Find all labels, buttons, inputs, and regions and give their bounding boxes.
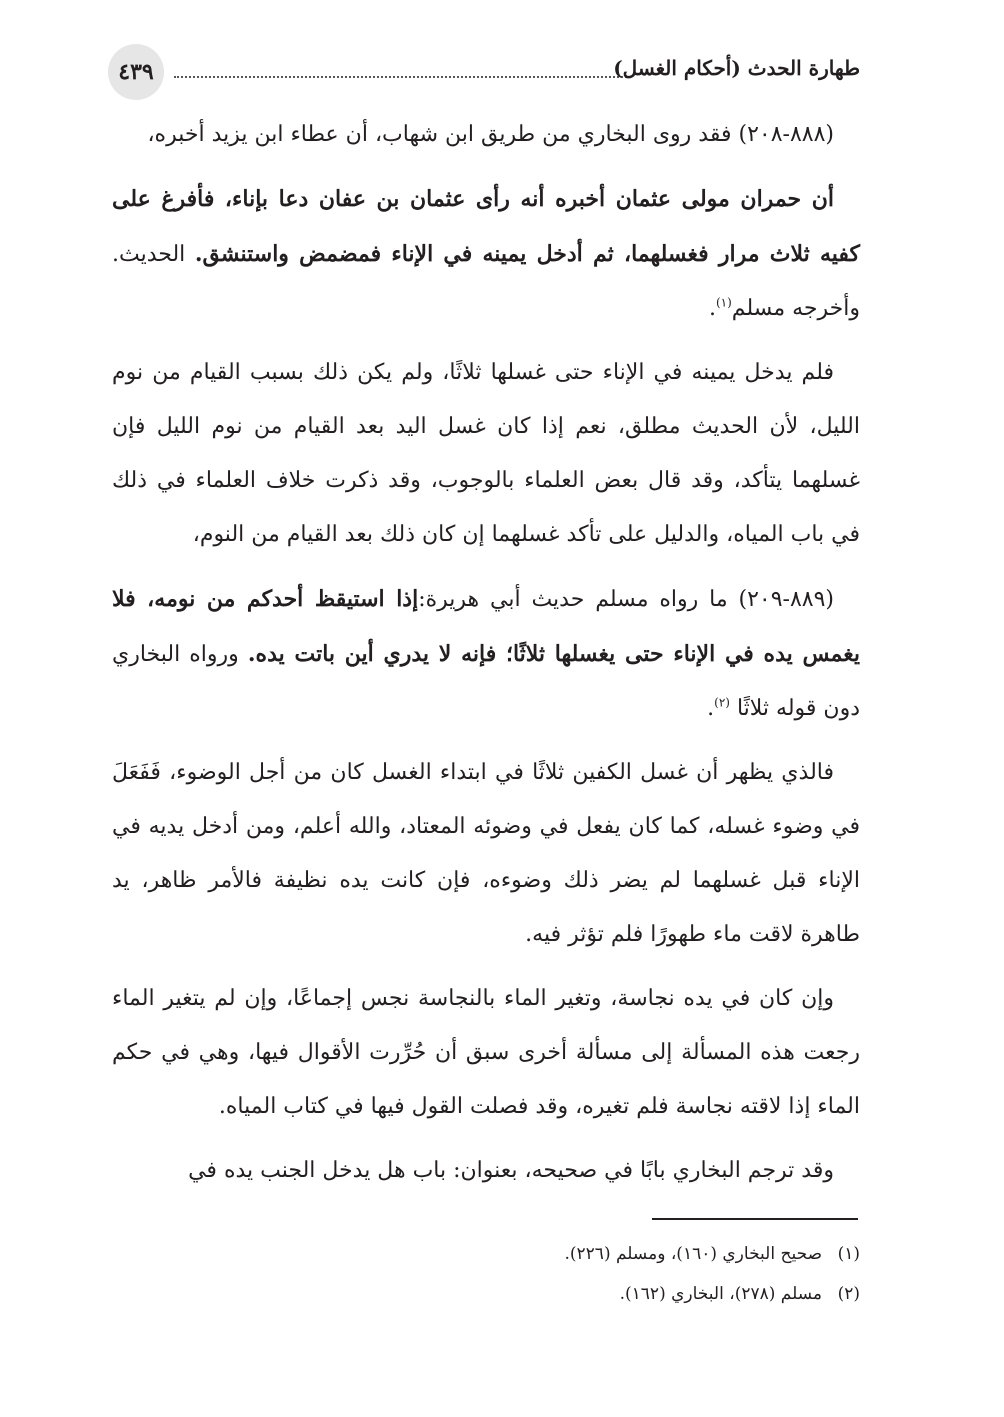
footnote-text: صحيح البخاري (١٦٠)، ومسلم (٢٢٦). <box>564 1244 822 1264</box>
header-dotted-leader <box>174 76 630 78</box>
text-segment: الحديث. وأخرجه مسلم <box>112 242 860 321</box>
text-segment: فلم يدخل يمينه في الإناء حتى غسلها ثلاثًا، ولم يكن ذلك بسبب القيام من نوم الليل، لأن الحديث مطلق، نعم إذا كان غسل اليد بعد القيام من نوم الليل فإن غسلهما يتأكد، وقد قال بعض العلماء بالوجوب، وقد ذكرت خلاف العلماء في ذلك في باب المياه، والدليل على تأكد غسلهما إن كان ذلك بعد القيام من النوم، <box>112 360 860 547</box>
footnote-reference[interactable]: (١) <box>715 295 732 310</box>
punctuation: . <box>708 296 716 321</box>
text-segment: وقد ترجم البخاري بابًا في صحيحه، بعنوان: باب هل يدخل الجنب يده في <box>188 1158 834 1183</box>
paragraph <box>112 572 860 736</box>
paragraph <box>112 972 860 1134</box>
footnote-text: مسلم (٢٧٨)، البخاري (١٦٢). <box>619 1284 822 1304</box>
punctuation: . <box>707 696 715 721</box>
paragraph <box>112 172 860 336</box>
footnotes <box>300 1234 860 1314</box>
footnote-number: (١) <box>837 1244 860 1264</box>
running-title: طهارة الحدث (أحكام الغسل) <box>613 56 860 80</box>
paragraph <box>112 346 860 562</box>
bold-text: إذا استيقظ أحدكم من نومه، فلا يغمس يده في الإناء حتى يغسلها ثلاثًا؛ فإنه لا يدري أين باتت يده. <box>112 586 860 667</box>
bold-text: أن حمران مولى عثمان أخبره أنه رأى عثمان بن عفان دعا بإناء، فأفرغ على كفيه ثلاث مرار فغسلهما، ثم أدخل يمينه في الإناء فمضمض واستنشق. <box>112 186 861 267</box>
main-text <box>112 108 860 1208</box>
text-segment: (٨٨٨-٢٠٨) فقد روى البخاري من طريق ابن شهاب، أن عطاء ابن يزيد أخبره، <box>147 122 834 147</box>
footnote-number: (٢) <box>837 1284 860 1304</box>
footnote-item <box>300 1274 860 1314</box>
text-segment: وإن كان في يده نجاسة، وتغير الماء بالنجاسة نجس إجماعًا، وإن لم يتغير الماء رجعت هذه المسألة إلى مسألة أخرى سبق أن حُرِّرت الأقوال فيها، وهي في حكم الماء إذا لاقته نجاسة فلم تغيره، وقد فصلت القول فيها في كتاب المياه. <box>112 986 860 1119</box>
page-header <box>108 44 860 100</box>
footnote-separator <box>652 1218 858 1220</box>
paragraph <box>112 746 860 962</box>
text-segment: فالذي يظهر أن غسل الكفين ثلاثًا في ابتداء الغسل كان من أجل الوضوء، فَفَعَلَ في وضوء غسله، كما كان يفعل في وضوئه المعتاد، والله أعلم، ومن أدخل يديه في الإناء قبل غسلهما لم يضر ذلك وضوءه، فإن كانت يده نظيفة فالأمر ظاهر، يد طاهرة لاقت ماء طهورًا فلم تؤثر فيه. <box>112 760 860 947</box>
page-number: ٤٣٩ <box>108 44 164 100</box>
text-segment: (٨٨٩-٢٠٩) ما رواه مسلم حديث أبي هريرة: <box>418 587 835 612</box>
paragraph <box>112 1144 860 1198</box>
text-segment: ورواه البخاري دون قوله ثلاثًا <box>112 642 860 721</box>
footnote-reference[interactable]: (٢) <box>714 695 730 710</box>
paragraph <box>112 108 860 162</box>
footnote-item <box>300 1234 860 1274</box>
